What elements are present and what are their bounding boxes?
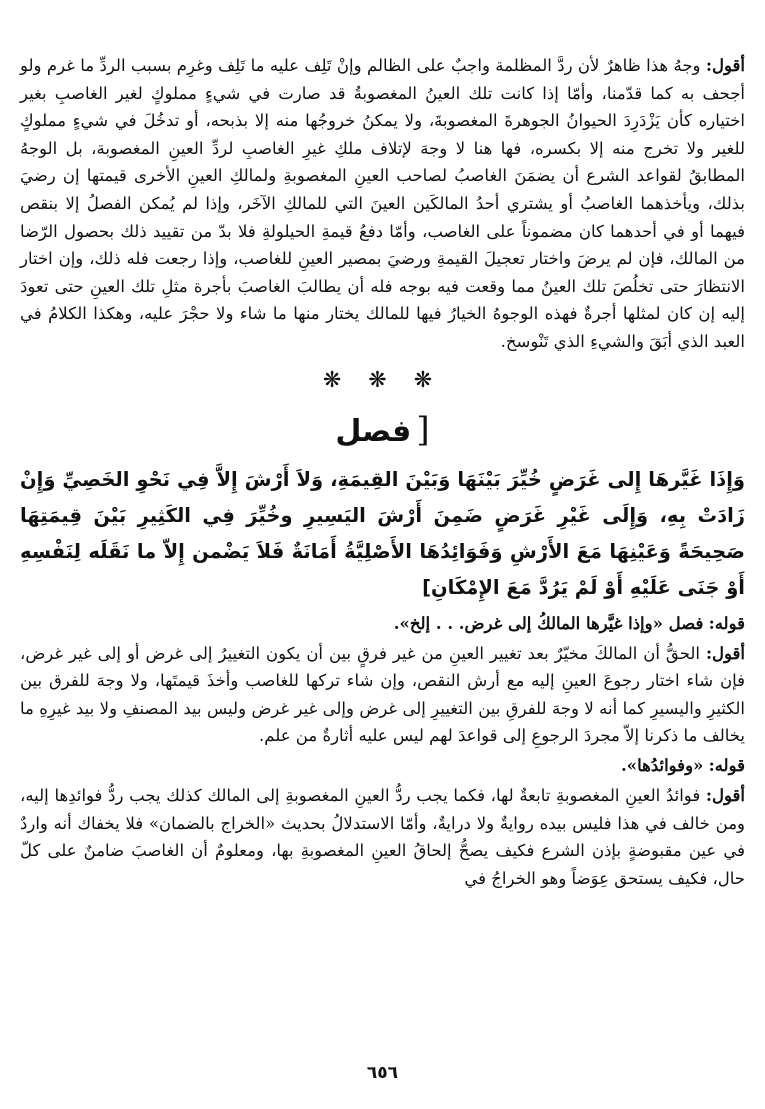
paragraph-text: الحقُّ أن المالكَ مخيّرٌ بعد تغيير العينِ من غير فرقٍ بين أن يكون التغييرُ إلى غرض أو إلى غير غرض، فإن شاء اختار رجوعَ العينِ إليه مع أرش النقص، وإن شاء تركها للغاصب وأخذَ قيمتَها، ولا وجهَ للفرق بين الكثيرِ واليسيرِ كما أنه لا وجهَ للفرقِ بين التغييرِ إلى غرض وإلى غير غرض وليس بيد المصنفِ ولا بيد غيرِهِ ما يخالف ما ذكرنا إلاّ مجردَ الرجوعِ إلى قواعدَ لهم ليس عليه أثارةٌ من علم. — [20, 643, 745, 746]
aqulu-label: أقول: — [705, 643, 746, 663]
section-heading — [20, 408, 745, 454]
qawluhu-label: قوله: — [708, 613, 745, 633]
section-divider-ornament: ❋ ❋ ❋ — [322, 367, 443, 393]
paragraph-text: فوائدُ العينِ المغصوبةِ تابعةٌ لها، فكما يجب ردُّ العينِ المغصوبةِ إلى المالك كذلك يجب ردُّ فوائدِها إليه، ومن خالف في هذا فليس بيده روايةٌ ولا درايةٌ، وأمّا الاستدلالُ بحديث «الخراج بالضمان» فلا يخفاك أنه واردٌ في عين مقبوضةٍ بإذن الشرع فكيف يصحُّ إلحاقُ العينِ المغصوبةِ بها، ومعلومٌ أن الغاصبَ ضامنٌ على كلّ حال، فكيف يستحق عِوَضاً وهو الخراجُ في — [20, 785, 745, 888]
fasl-title: فصل — [335, 413, 412, 449]
qawluhu-text: فصل «وإذا غيَّرها المالكُ إلى غرض. . . إلخ». — [393, 613, 704, 633]
qawluhu-line-1 — [20, 610, 745, 638]
paragraph-text: وجهُ هذا ظاهرٌ لأن ردَّ المظلمة واجبٌ على الظالم وإنْ تَلِف عليه ما تَلِف وغرِم بسبب الردِّ ما غرم ولو أجحف به كما قدّمنا، وأمّا إذا كانت تلك العينُ المغصوبةُ قد صارت في شيءٍ مملوكٍ لغير الغاصبِ بغير اختياره كأن يَزْدَرِدَ الحيوانُ الجوهرةَ المغصوبةَ، ولا يمكنُ خروجُها منه إلا بذبحه، أو تدخُلَ في شيءٍ مملوكٍ للغير ولا تخرج منه إلا بكسره، فها هنا لا وجهَ لإتلاف ملكِ غيرِ الغاصبِ لردِّ العينِ المغصوبة، بل الوجهُ المطابقُ لقواعد الشرع أن يضمَنَ الغاصبُ لصاحب العينِ المغصوبةِ ولمالكِ العينِ الأخرى قيمتها إن رضيَ بذلك، ويأخذهما الغاصبُ أو يشتري أحدُ المالكَين العينَ التي للمالكِ الآخَر، وإذا لم يُمكن الفصلُ إلا بنقص فيهما أو في أحدهما كان مضموناً على الغاصب، وأمّا دفعُ قيمةِ الحيلولةِ فلا بدّ من تقييد ذلك بحصول الرّضا من المالك، فإن لم يرضَ واختار تعجيلَ القيمةِ ورضيَ بمصير العينِ للغاصب، وإذا رجعت فله ذلك، وإن اختار الانتظارَ حتى تخلُصَ تلك العينُ مما وقعت فيه بوجه فله أن يطالبَ الغاصبَ بأجرة مثلِ تلك العينِ حتى تعودَ إليه إن كان لمثلها أجرةٌ فهذه الوجوهُ الخيارُ فيها للمالك يختار منها ما شاء ولا حجْرَ عليه، وهكذا الكلامُ في العبد الذي أبَقَ والشيءِ الذي تَنْوسخ. — [20, 56, 745, 351]
paragraph-comment-1 — [20, 52, 745, 356]
qawluhu-line-2 — [20, 752, 745, 780]
aqulu-label: أقول: — [705, 56, 745, 75]
paragraph-comment-2 — [20, 640, 745, 750]
qawluhu-text: «وفوائدُها». — [621, 755, 704, 775]
aqulu-label: أقول: — [705, 785, 745, 805]
heading-bracket: [ — [416, 409, 430, 450]
main-text-matn: وَإِذَا غَيَّرهَا إِلى غَرَضٍ خُيِّرَ بَيْنَهَا وَبَيْنَ القِيمَةِ، وَلاَ أَرْشَ إِلاَّ فِي نَحْوِ الخَصِيِّ وَإِنْ زَادَتْ بِهِ، وَإِلَى غَيْرِ غَرَضٍ ضَمِنَ أَرْشَ اليَسِيرِ وخُيِّرَ فِي الكَثِيرِ بَيْنَ قِيمَتِهَا صَحِيحَةً وَعَيْنِهَا مَعَ الأَرْشِ وَفَوَائِدُهَا الأَصْلِيَّةُ أَمَانَةٌ فَلاَ يَضْمن إِلاّ ما نَقَلَه لِنَفْسِهِ أَوْ جَنَى عَلَيْهِ أَوْ لَمْ يَرُدَّ مَعَ الإِمْكَانِ] — [20, 467, 745, 599]
page-number: ٦٥٦ — [366, 1063, 399, 1083]
qawluhu-label: قوله: — [708, 755, 745, 775]
paragraph-comment-3 — [20, 782, 745, 892]
page-body — [20, 52, 745, 892]
